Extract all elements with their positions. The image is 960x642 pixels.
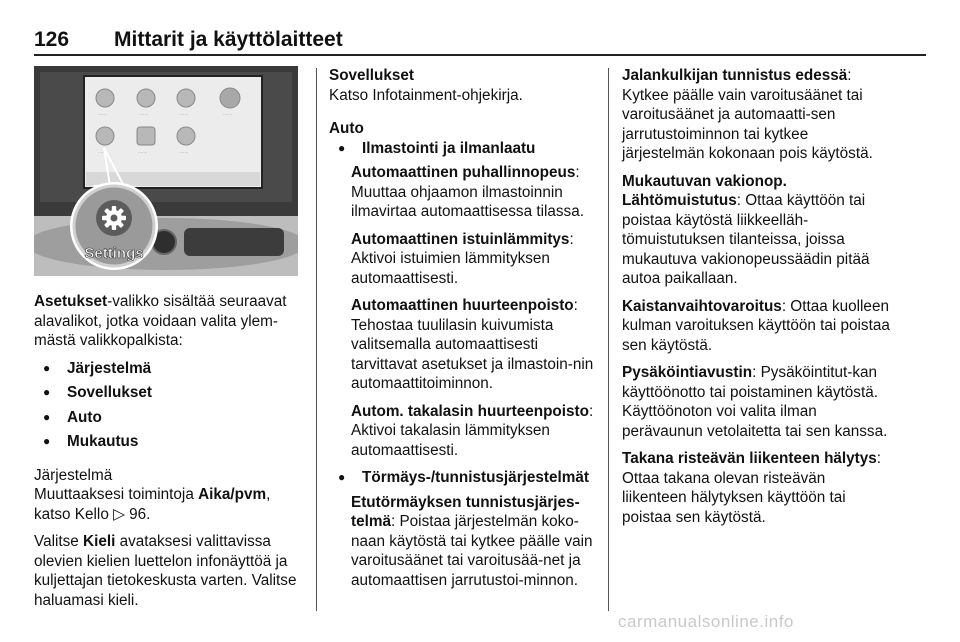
column-divider-left — [316, 68, 317, 611]
setting-item: Kaistanvaihtovaroitus: Ottaa kuolleen kulman varoituksen käyttöön tai poistaa sen käytöstä. — [622, 297, 890, 354]
setting-item: Automaattinen puhallinnopeus: Muuttaa ohjaamon ilmastoinnin ilmavirtaa automaattisessa tilassa. — [351, 164, 584, 220]
watermark: carmanualsonline.info — [618, 612, 794, 631]
jarjestelma-paragraph: Muuttaaksesi toimintoja Aika/pvm, katso Kello ▷ 96. — [34, 486, 271, 523]
list-item: ● Ilmastointi ja ilmanlaatu — [329, 139, 595, 159]
setting-item: Automaattinen huurteenpoisto: Tehostaa tuulilasin kuivumista valitsemalla automaattisesti tarvittavat asetukset ja ilmastoin-nin automaattitoiminnon. — [351, 297, 594, 392]
list-item: ● Järjestelmä — [34, 359, 302, 379]
setting-item: Pysäköintiavustin: Pysäköintitut-kan käyttöönotto tai poistaminen käytöstä. Käyttöönoton voi valita ilman perävaunun vetolaitetta tai sen kanssa. — [622, 364, 888, 440]
setting-item: Mukautuvan vakionop. Lähtömuistutus: Ottaa käyttöön tai poistaa käytöstä liikkeelläh-tömuistutuksen tilanteissa, joissa mukautuva vakionopeussäädin pitää autoa paikallaan. — [622, 172, 870, 287]
list-item: ● Sovellukset — [34, 383, 302, 403]
svg-text:·······: ······· — [138, 150, 148, 155]
chapter-title: Mittarit ja käyttölaitteet — [114, 28, 343, 51]
svg-text:·······: ······· — [223, 112, 233, 117]
header-rule — [34, 54, 926, 56]
svg-text:·······: ······· — [139, 112, 149, 117]
setting-item: Automaattinen istuinlämmitys: Aktivoi istuimien lämmityksen automaattisesti. — [351, 230, 574, 287]
settings-callout-label: Settings — [84, 245, 144, 262]
svg-text:·······: ······· — [179, 150, 189, 155]
infotainment-illustration — [34, 66, 298, 276]
column-divider-right — [608, 68, 609, 611]
list-item: ● Törmäys-/tunnistusjärjestelmät — [329, 468, 595, 488]
left-column — [34, 292, 302, 618]
svg-text:·······: ······· — [179, 112, 189, 117]
svg-text:·······: ······· — [98, 150, 108, 155]
section-heading: Auto — [329, 120, 364, 137]
svg-text:·······: ······· — [98, 112, 108, 117]
setting-item: Takana risteävän liikenteen hälytys: Ottaa takana olevan risteävän liikenteen hälytyksen käyttöön tai poistaa sen käytöstä. — [622, 450, 882, 526]
setting-item: Etutörmäyksen tunnistusjärjes-telmä: Poistaa järjestelmän koko-naan käytöstä tai kytkee päälle vain varoitusäänet tai varoitusää-net ja automaattisen jarrutustoi-minnon. — [351, 493, 593, 589]
list-item: ● Auto — [34, 408, 302, 428]
right-column — [622, 66, 890, 535]
infotainment-settings-figure — [34, 66, 298, 276]
kieli-paragraph: Valitse Kieli avataksesi valittavissa olevien kielien luettelon infonäyttöä ja kuljettajan tietokeskusta varten. Valitse haluamasi kieli. — [34, 533, 297, 609]
setting-item: Autom. takalasin huurteenpoisto: Aktivoi takalasin lämmityksen automaattisesti. — [351, 402, 594, 459]
list-item: ● Mukautus — [34, 432, 302, 452]
setting-item: Jalankulkijan tunnistus edessä: Kytkee päälle vain varoitusäänet tai varoitusäänet ja automaatti-sen jarrutustoiminnon tai kytkee järjestelmän kokonaan pois käytöstä. — [622, 67, 873, 162]
arrow-ref-icon: ▷ — [113, 505, 125, 523]
settings-gear-icon — [102, 206, 126, 230]
page-header — [34, 26, 926, 56]
page-number: 126 — [34, 28, 70, 51]
intro-paragraph: Asetukset-valikko sisältää seuraavat alavalikot, jotka voidaan valita ylem-mästä valikkopalkista: — [34, 293, 287, 349]
section-heading: Sovellukset — [329, 67, 415, 84]
section-heading: Järjestelmä — [34, 466, 113, 484]
sovellukset-text: Katso Infotainment-ohjekirja. — [329, 86, 523, 104]
middle-column — [329, 66, 595, 598]
